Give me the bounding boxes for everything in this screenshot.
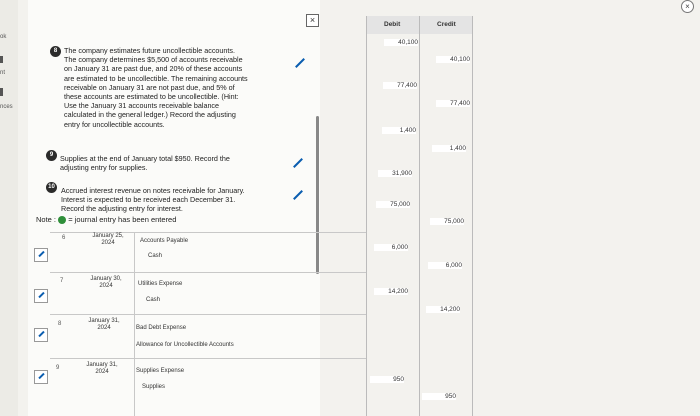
debit-amount[interactable]: 1,400 <box>382 127 416 134</box>
debit-amount[interactable]: 40,100 <box>384 39 418 46</box>
date-line: January 31, <box>86 362 118 368</box>
credit-amount[interactable]: 40,100 <box>436 56 470 63</box>
note-label: Note : <box>36 215 57 224</box>
debit-amount[interactable]: 14,200 <box>374 288 408 295</box>
entered-dot-icon <box>58 216 66 224</box>
instruction-line: receivable on January 31 are not past due, and 5% of <box>64 82 235 92</box>
debit-account[interactable]: Bad Debt Expense <box>136 325 187 331</box>
date-line: January 25, <box>92 233 124 239</box>
checkmark-icon <box>38 251 44 257</box>
step-badge: 9 <box>46 150 57 161</box>
debit-amount[interactable]: 6,000 <box>374 244 408 251</box>
debit-amount[interactable]: 950 <box>370 376 404 383</box>
debit-account[interactable]: Supplies Expense <box>136 368 185 374</box>
date-line: 2024 <box>97 325 111 331</box>
debit-header: Debit <box>384 21 401 28</box>
instruction-line: are estimated to be uncollectible. The remaining accounts <box>64 73 248 83</box>
entry-date[interactable] <box>80 362 124 376</box>
grid-line <box>419 16 420 416</box>
instruction-line: these accounts are estimated to be uncollectible. (Hint: <box>64 92 239 102</box>
date-line: January 31, <box>88 318 120 324</box>
column-divider <box>134 232 135 416</box>
instruction-line: Supplies at the end of January total $950. Record the <box>60 154 230 163</box>
close-circle-icon[interactable]: × <box>681 0 694 13</box>
instruction-9 <box>60 154 230 172</box>
credit-amount[interactable]: 1,400 <box>432 145 466 152</box>
checkmark-icon <box>38 292 44 298</box>
credit-amount[interactable]: 950 <box>422 393 456 400</box>
close-icon[interactable]: × <box>306 14 319 27</box>
instruction-line: adjusting entry for supplies. <box>60 163 148 173</box>
entry-checkbox[interactable] <box>34 248 48 262</box>
left-nav-label: nces <box>0 104 13 110</box>
entry-number: 7 <box>60 278 64 284</box>
instruction-8 <box>64 46 248 129</box>
instruction-line: The company estimates future uncollectible accounts. <box>64 46 235 55</box>
instruction-line: The company determines $5,500 of accounts receivable <box>64 55 243 65</box>
credit-amount[interactable]: 77,400 <box>436 100 470 107</box>
date-line: 2024 <box>101 240 115 246</box>
instruction-line: Record the adjusting entry for interest. <box>61 204 183 214</box>
note-text: = journal entry has been entered <box>68 215 177 224</box>
left-nav-label: ok <box>0 34 7 40</box>
instruction-line: on January 31 are past due, and 20% of these accounts <box>64 64 243 74</box>
grid-line <box>366 16 367 416</box>
left-nav <box>0 0 18 416</box>
debit-account[interactable]: Utilities Expense <box>138 281 183 287</box>
credit-amount[interactable]: 14,200 <box>426 306 460 313</box>
instruction-line: Accrued interest revenue on notes receivable for January. <box>61 186 245 195</box>
entry-number: 9 <box>56 365 60 371</box>
left-nav-label: nt <box>0 70 6 76</box>
row-divider <box>50 314 366 315</box>
entry-date[interactable] <box>86 233 130 247</box>
step-badge: 10 <box>46 182 57 193</box>
debit-amount[interactable]: 77,400 <box>383 82 417 89</box>
instruction-line: Interest is expected to be received each December 31. <box>61 195 236 205</box>
step-badge: 8 <box>50 46 61 57</box>
instruction-10 <box>61 186 245 214</box>
entry-date[interactable] <box>84 276 128 290</box>
entry-number: 8 <box>58 321 62 327</box>
entry-checkbox[interactable] <box>34 328 48 342</box>
credit-account[interactable]: Supplies <box>142 384 166 390</box>
credit-amount[interactable]: 75,000 <box>430 218 464 225</box>
left-nav-marker <box>0 88 3 96</box>
credit-account[interactable]: Allowance for Uncollectible Accounts <box>136 342 234 348</box>
credit-amount[interactable]: 6,000 <box>428 262 462 269</box>
note-legend <box>36 215 176 224</box>
checkmark-icon <box>38 331 44 337</box>
left-nav-marker <box>0 56 3 63</box>
instruction-line: entry for uncollectible accounts. <box>64 119 165 129</box>
credit-account[interactable]: Cash <box>148 253 163 259</box>
debit-amount[interactable]: 75,000 <box>376 201 410 208</box>
entry-number: 6 <box>62 235 66 241</box>
date-line: 2024 <box>95 369 109 375</box>
row-divider <box>50 272 366 273</box>
debit-account[interactable]: Accounts Payable <box>140 238 189 244</box>
row-divider <box>50 358 366 359</box>
grid-line <box>472 16 473 416</box>
credit-account[interactable]: Cash <box>146 297 161 303</box>
scrollbar[interactable] <box>316 116 319 274</box>
debit-amount[interactable]: 31,900 <box>378 170 412 177</box>
entry-checkbox[interactable] <box>34 289 48 303</box>
instruction-line: calculated in the general ledger.) Record the adjusting <box>64 110 236 120</box>
date-line: January 30, <box>90 276 122 282</box>
instruction-line: Use the January 31 accounts receivable balance <box>64 101 220 111</box>
entry-checkbox[interactable] <box>34 370 48 384</box>
checkmark-icon <box>38 373 44 379</box>
date-line: 2024 <box>99 283 113 289</box>
credit-header: Credit <box>437 21 456 28</box>
entry-date[interactable] <box>82 318 126 332</box>
